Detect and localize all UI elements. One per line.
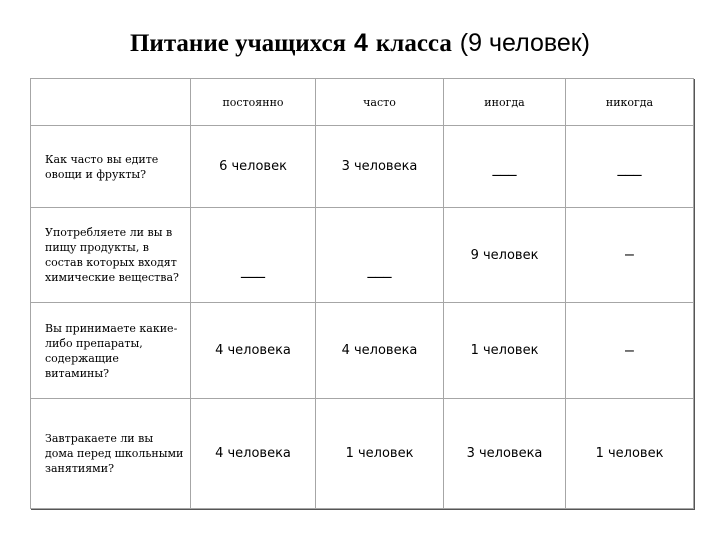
header-cell-often: часто — [316, 79, 444, 126]
value-cell: 1 человек — [444, 303, 566, 399]
question-cell: Как часто вы едите овощи и фрукты? — [31, 126, 191, 208]
value-cell: 3 человека — [444, 399, 566, 509]
header-cell-never: никогда — [566, 79, 694, 126]
title-part-1: Питание учащихся — [129, 30, 347, 57]
header-cell-always: постоянно — [191, 79, 316, 126]
title-part-2: 4 — [354, 29, 368, 57]
value-cell-dash — [444, 126, 566, 208]
value-cell: 6 человек — [191, 126, 316, 208]
slide-title — [0, 28, 720, 58]
table-row — [31, 303, 694, 399]
dash-mark: ___ — [241, 259, 265, 278]
header-cell-sometimes: иногда — [444, 79, 566, 126]
survey-table — [30, 78, 694, 509]
table-row — [31, 399, 694, 509]
value-cell: 9 человек — [444, 208, 566, 303]
header-cell-empty — [31, 79, 191, 126]
title-part-4: (9 человек) — [459, 29, 591, 57]
title-part-3: класса — [375, 30, 452, 57]
dash-mark: – — [625, 341, 634, 359]
value-cell-dash — [566, 303, 694, 399]
value-cell: 3 человека — [316, 126, 444, 208]
value-cell-dash — [566, 126, 694, 208]
dash-mark: – — [625, 246, 634, 263]
value-cell: 4 человека — [191, 399, 316, 509]
table-row — [31, 208, 694, 303]
header-row — [31, 79, 694, 126]
value-cell: 4 человека — [316, 303, 444, 399]
value-cell-dash — [316, 208, 444, 303]
question-cell: Вы принимаете какие-либо препараты, содержащие витамины? — [31, 303, 191, 399]
value-cell: 4 человека — [191, 303, 316, 399]
table-row — [31, 126, 694, 208]
dash-mark: ___ — [367, 259, 392, 278]
value-cell-dash — [566, 208, 694, 303]
dash-mark: ___ — [617, 157, 642, 176]
value-cell: 1 человек — [566, 399, 694, 509]
dash-mark: ___ — [492, 157, 517, 176]
question-cell: Употребляете ли вы в пищу продукты, в состав которых входят химические вещества? — [31, 208, 191, 303]
question-cell: Завтракаете ли вы дома перед школьными занятиями? — [31, 399, 191, 509]
value-cell-dash — [191, 208, 316, 303]
value-cell: 1 человек — [316, 399, 444, 509]
